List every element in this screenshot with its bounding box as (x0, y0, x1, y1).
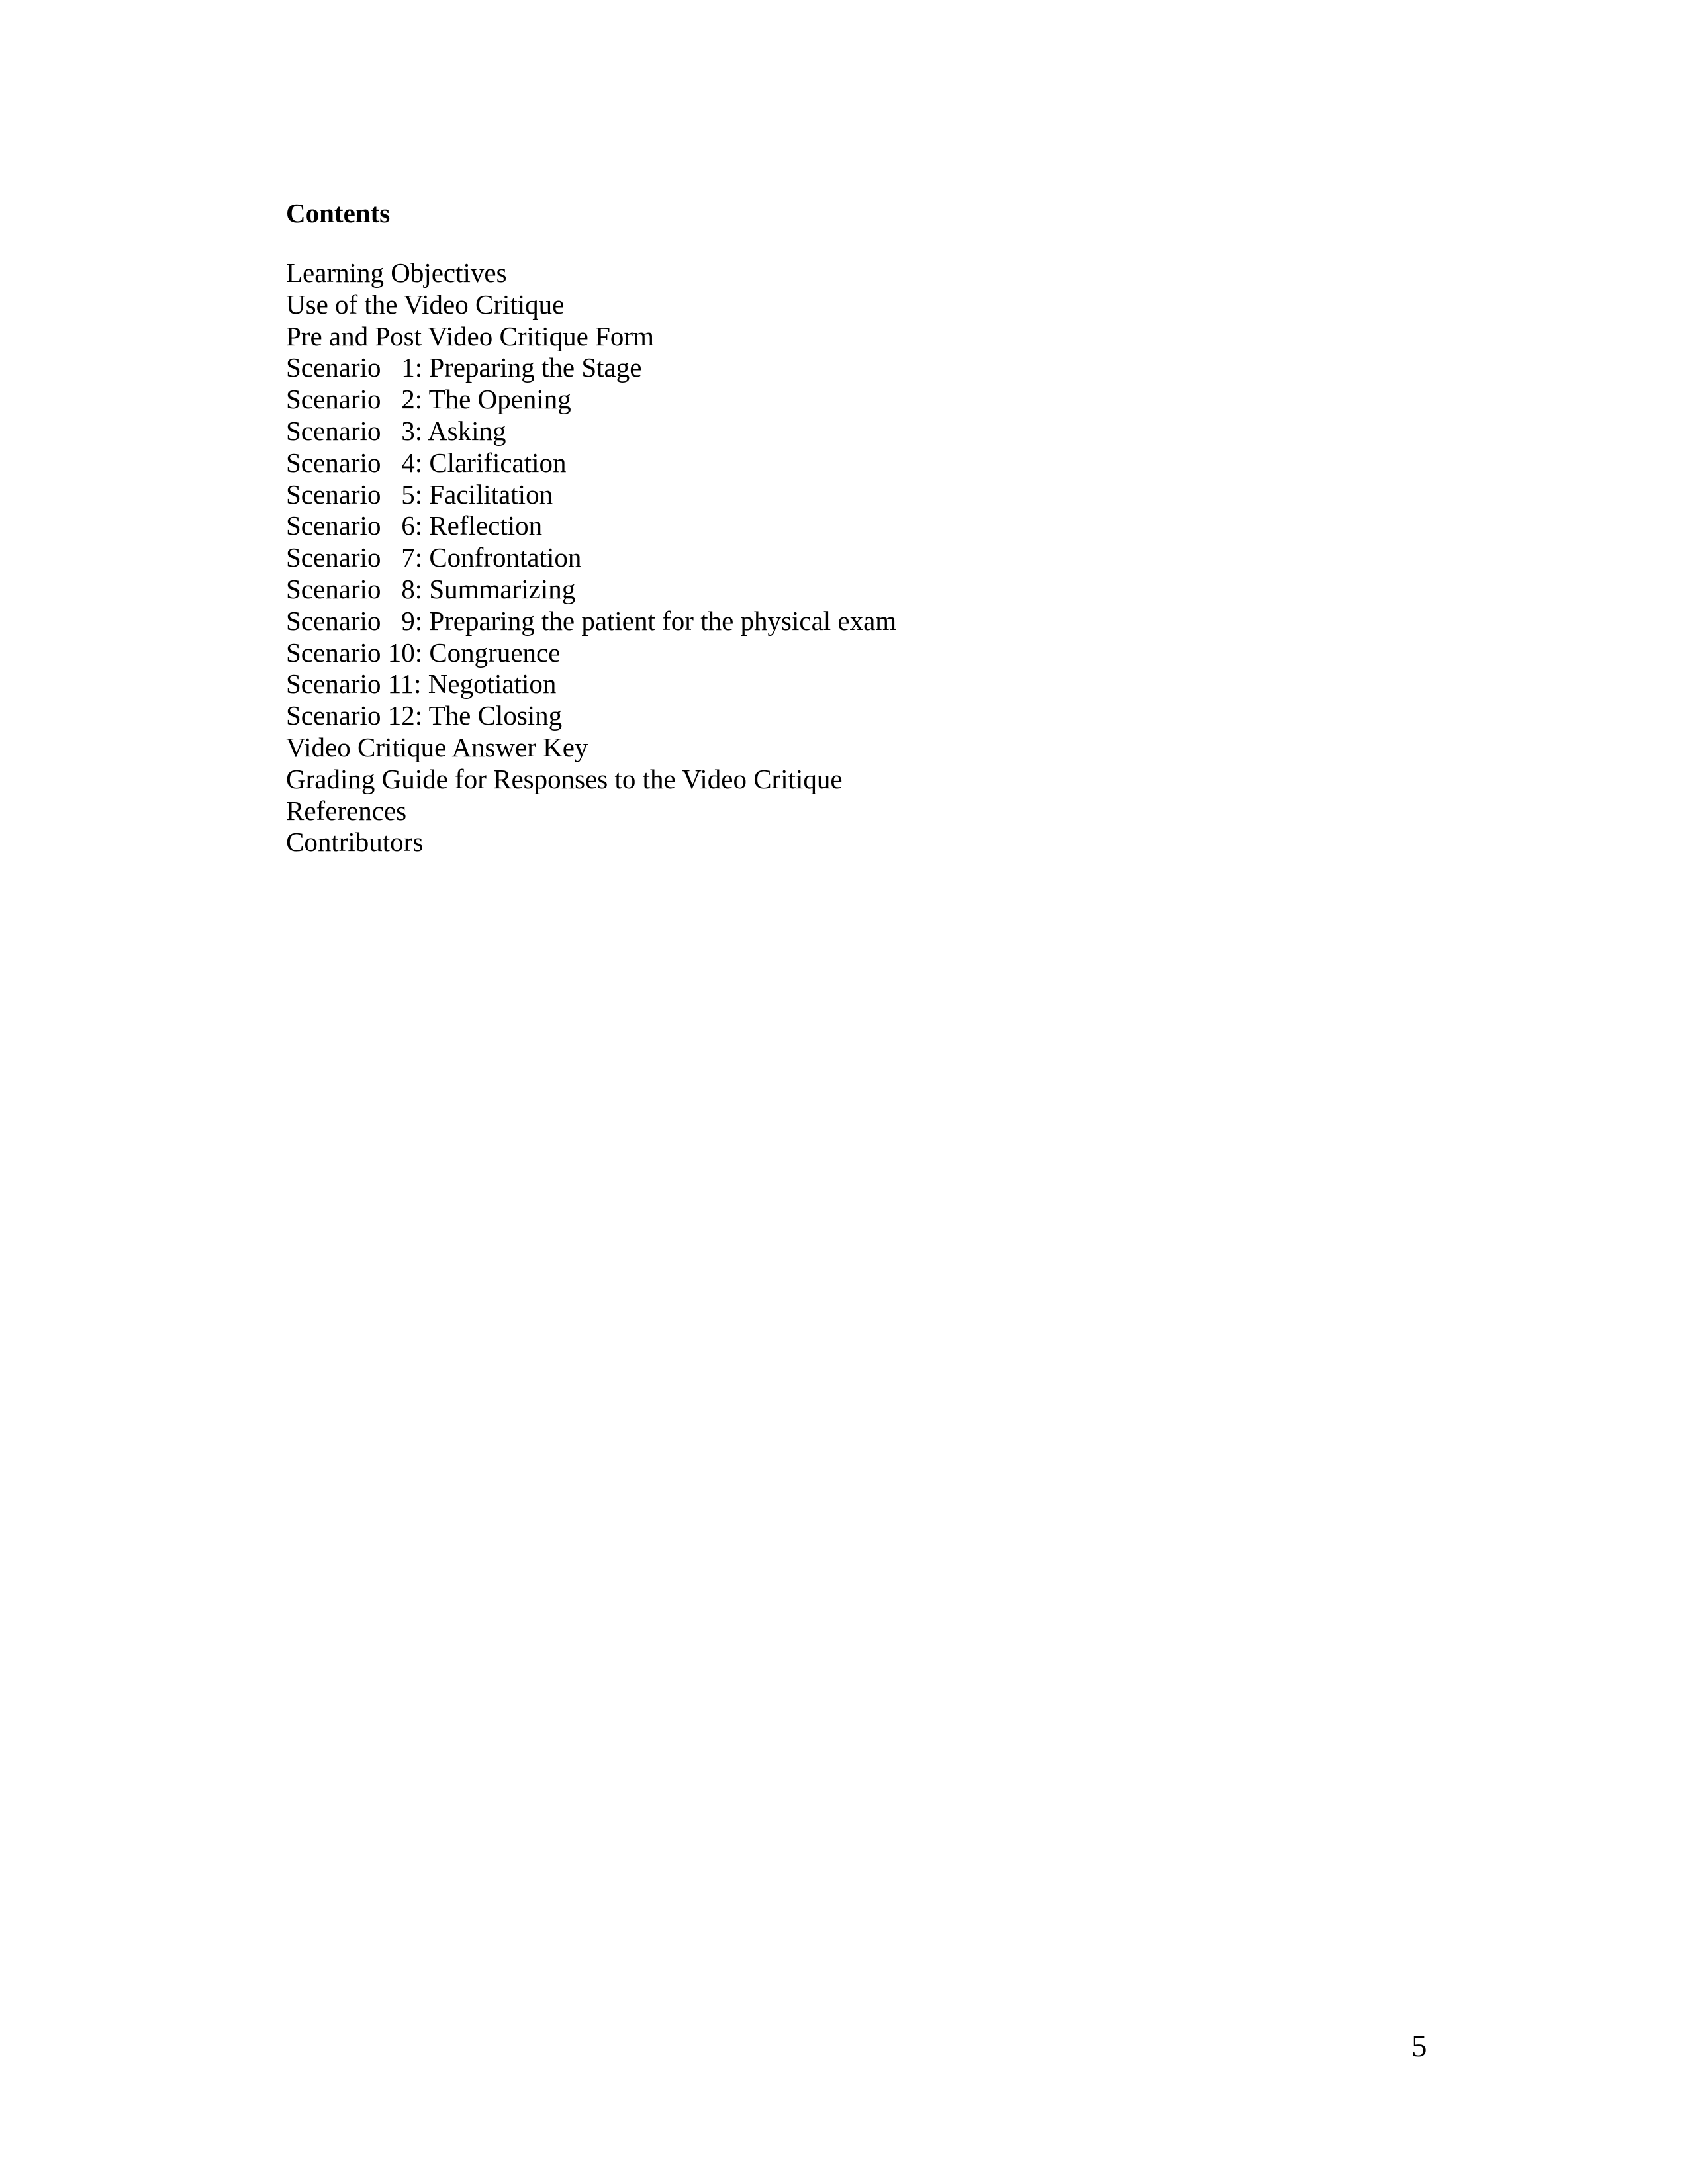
toc-item: Scenario 12: The Closing (286, 700, 563, 731)
contents-heading: Contents (286, 198, 391, 228)
toc-item: Scenario 11: Negotiation (286, 668, 557, 700)
table-of-contents (286, 257, 896, 858)
toc-item: Grading Guide for Responses to the Video Critique (286, 763, 843, 794)
toc-item: References (286, 795, 407, 826)
toc-item: Scenario 4: Clarification (286, 447, 567, 478)
toc-item: Scenario 1: Preparing the Stage (286, 352, 642, 383)
toc-item: Scenario 5: Facilitation (286, 478, 553, 510)
toc-item: Scenario 7: Confrontation (286, 542, 582, 573)
toc-item: Learning Objectives (286, 257, 507, 288)
toc-item: Pre and Post Video Critique Form (286, 320, 654, 351)
toc-item: Scenario 3: Asking (286, 415, 506, 446)
toc-item: Scenario 9: Preparing the patient for the physical exam (286, 605, 897, 636)
page-number: 5 (1411, 2029, 1427, 2064)
toc-item: Scenario 10: Congruence (286, 637, 561, 668)
toc-item: Scenario 8: Summarizing (286, 573, 576, 604)
toc-item: Scenario 6: Reflection (286, 510, 543, 541)
toc-item: Use of the Video Critique (286, 289, 565, 320)
toc-item: Video Critique Answer Key (286, 731, 588, 762)
toc-item: Scenario 2: The Opening (286, 384, 571, 415)
toc-item: Contributors (286, 827, 424, 858)
